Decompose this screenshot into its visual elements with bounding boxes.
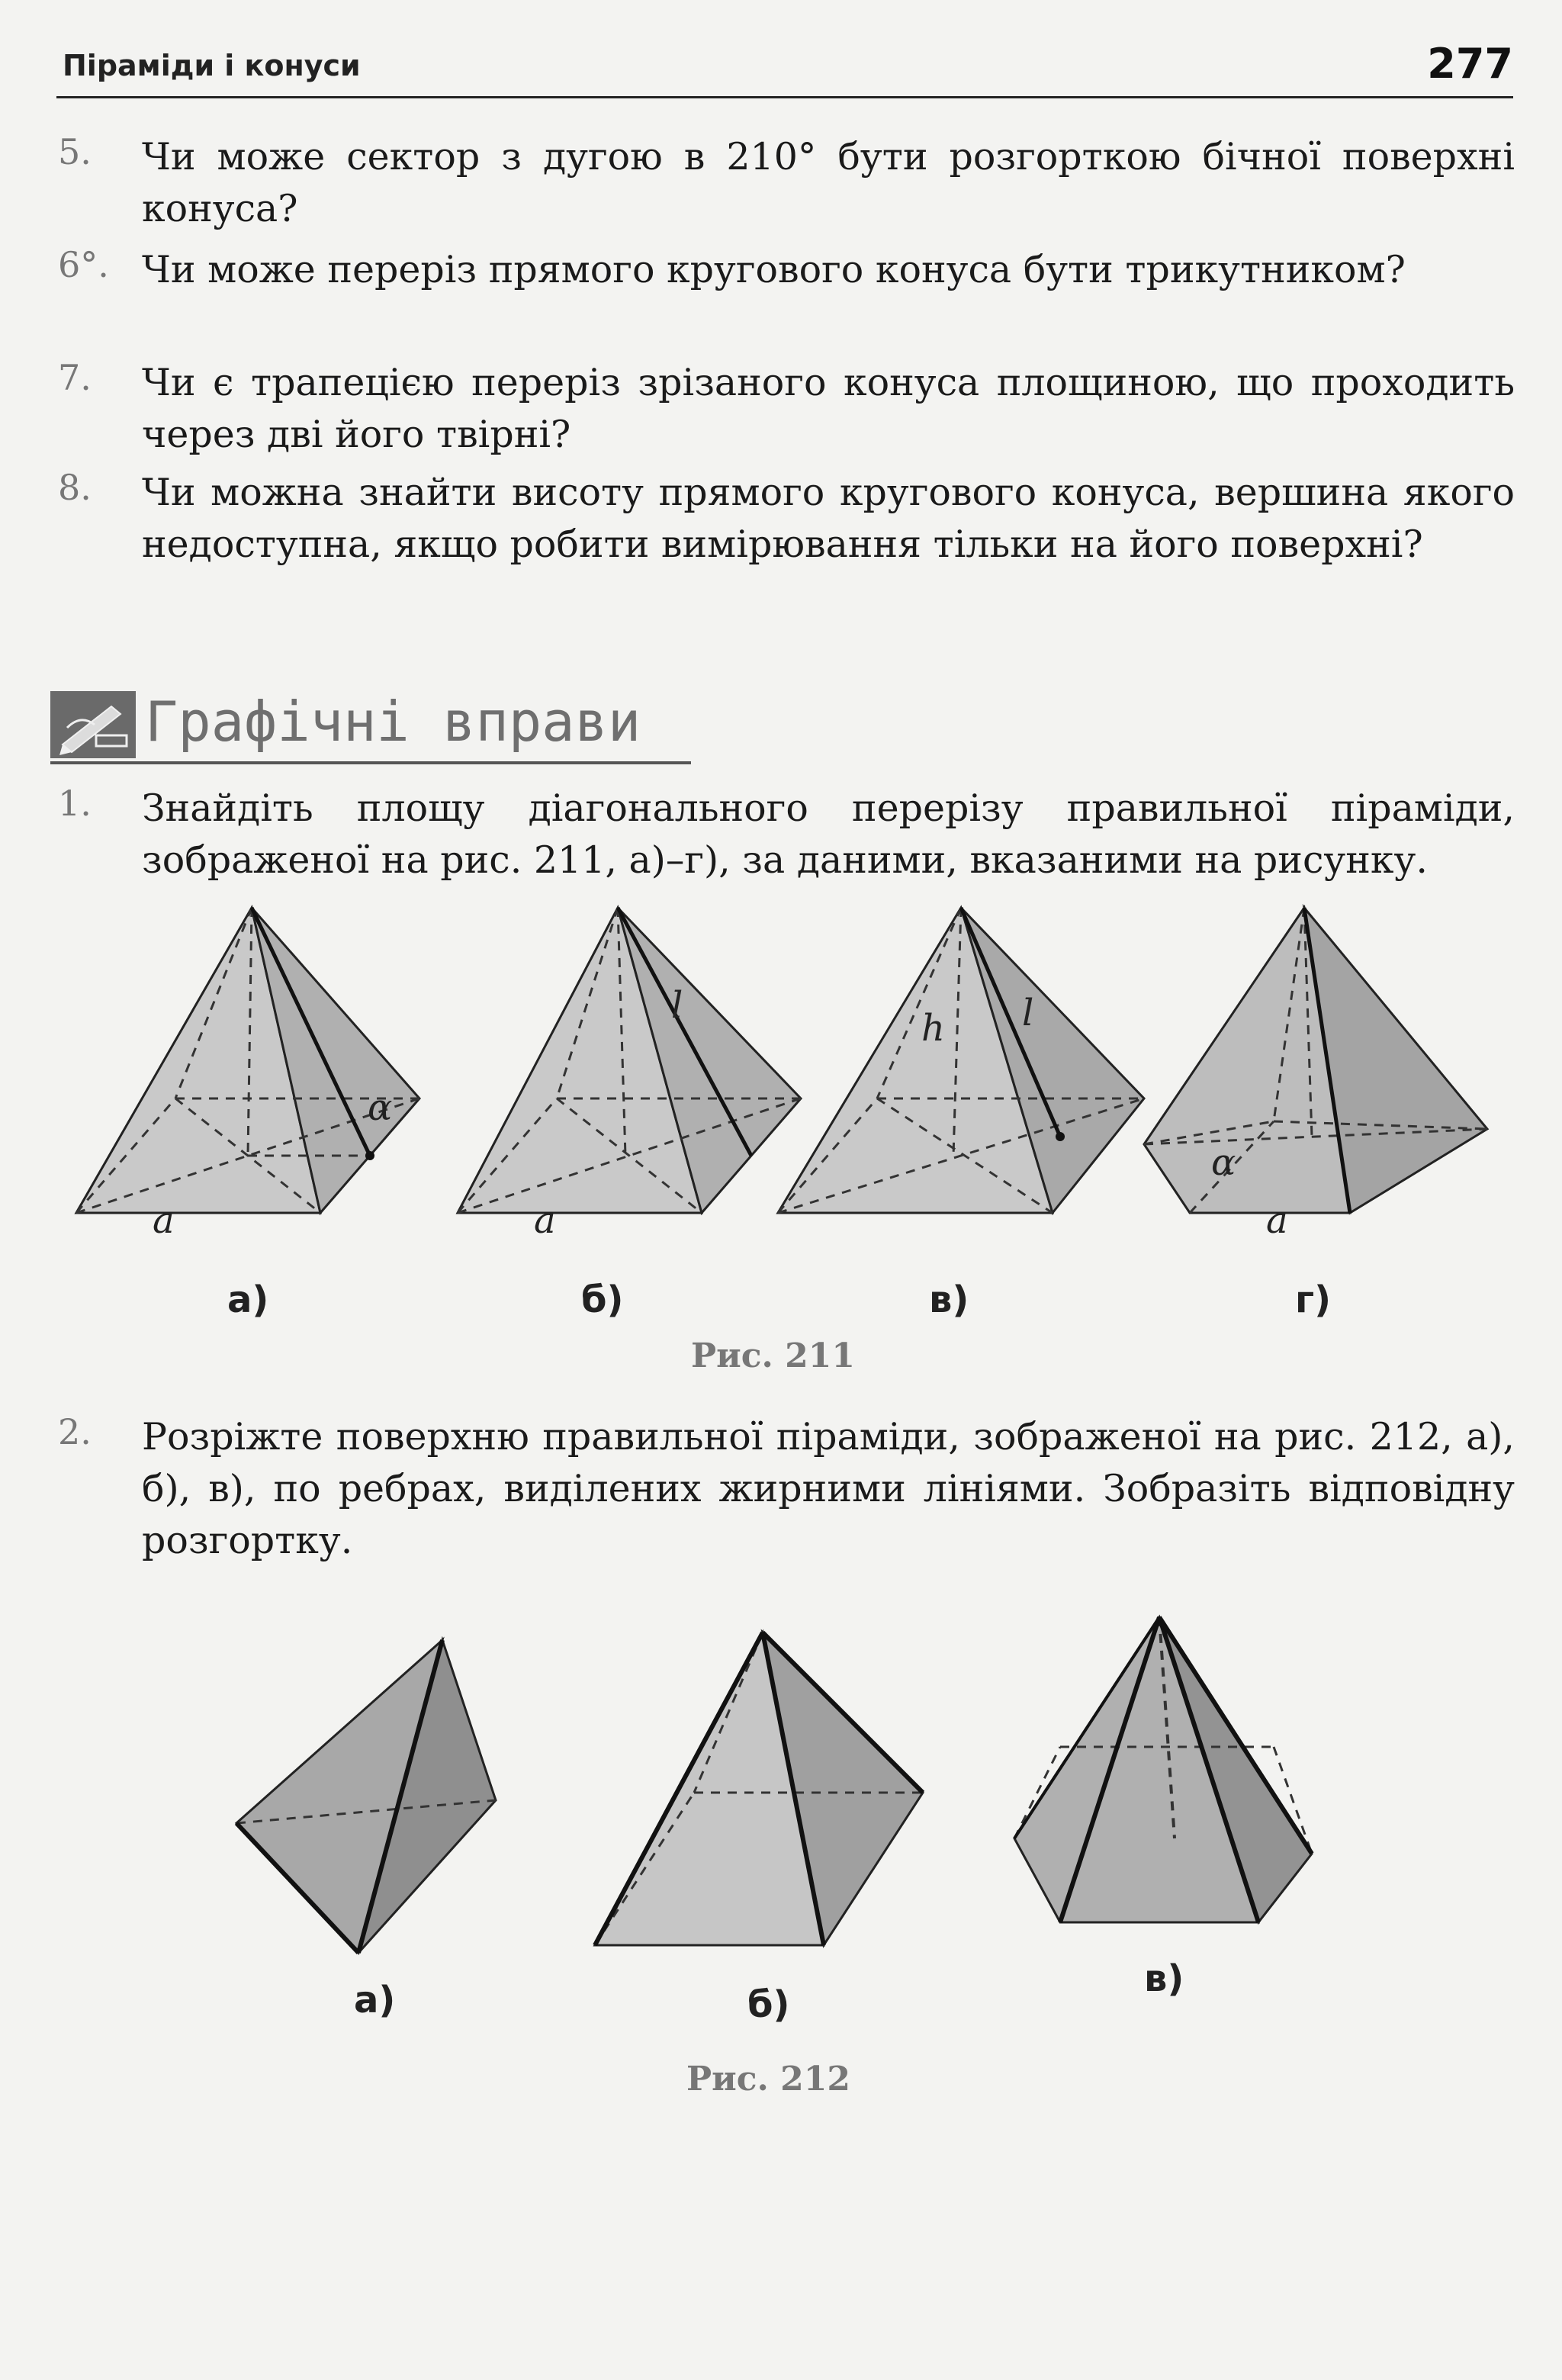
- pencil-ruler-icon: [50, 691, 136, 758]
- page-header: [56, 37, 1513, 98]
- side-label: a: [153, 1199, 175, 1242]
- figure-211-drawings: [69, 900, 1510, 1236]
- question-number: 7.: [58, 357, 92, 398]
- question-text: Чи може сектор з дугою в 210° бути розгорткою бічної поверхні конуса?: [142, 135, 1515, 230]
- figure-212: [221, 1610, 1335, 1968]
- exercise-text: Розріжте поверхню правильної піраміди, зображеної на рис. 212, а), б), в), по ребрах, виділених жирними лініями. Зобразіть відповідну розгортку.: [142, 1415, 1515, 1562]
- running-title: Піраміди і конуси: [63, 49, 361, 82]
- side-label: a: [534, 1199, 556, 1242]
- figure-211: [69, 900, 1510, 1242]
- slant-edge-mark: l: [671, 984, 683, 1027]
- exercise-1: [58, 783, 1515, 886]
- fig211-label-v: в): [929, 1278, 969, 1321]
- pyramid-211-g: [1144, 908, 1487, 1213]
- section-heading: [50, 680, 691, 764]
- question-text: Чи можна знайти висоту прямого кругового конуса, вершина якого недоступна, якщо робити вимірювання тільки на його поверхні?: [142, 471, 1515, 566]
- question-number: 5.: [58, 131, 92, 172]
- exercise-text: Знайдіть площу діагонального перерізу правильної піраміди, зображеної на рис. 211, а)–г), за даними, вказаними на рисунку.: [142, 786, 1515, 882]
- angle-mark: α: [1211, 1141, 1236, 1184]
- side-label: a: [1266, 1199, 1288, 1242]
- section-title: Графічні вправи: [145, 690, 641, 754]
- question-7: [58, 357, 1515, 461]
- pyramid-211-b: [458, 908, 801, 1213]
- angle-mark: α: [368, 1086, 393, 1129]
- figure-212-drawings: [221, 1610, 1335, 1968]
- pyramid-212-v: [1014, 1617, 1312, 1922]
- question-number: 6°.: [58, 244, 109, 285]
- pyramid-211-a: [76, 908, 419, 1213]
- exercise-number: 1.: [58, 783, 92, 824]
- fig211-label-a: а): [227, 1278, 269, 1321]
- slant-edge-mark: l: [1022, 992, 1034, 1034]
- fig212-caption: Рис. 212: [686, 2060, 850, 2099]
- question-text: Чи може переріз прямого кругового конуса бути трикутником?: [142, 248, 1406, 291]
- question-5: [58, 131, 1515, 235]
- fig212-label-a: а): [354, 1979, 396, 2021]
- fig211-label-b: б): [581, 1278, 624, 1321]
- question-number: 8.: [58, 467, 92, 508]
- height-mark: h: [921, 1007, 945, 1050]
- question-8: [58, 467, 1515, 571]
- pyramid-212-b: [595, 1632, 923, 1945]
- page-number: 277: [1427, 40, 1513, 88]
- fig211-label-g: г): [1295, 1278, 1332, 1321]
- pyramid-212-a: [236, 1640, 496, 1953]
- question-6: [58, 244, 1515, 296]
- exercise-number: 2.: [58, 1411, 92, 1452]
- fig212-label-v: в): [1144, 1957, 1184, 2000]
- fig212-label-b: б): [747, 1983, 790, 2026]
- question-text: Чи є трапецією переріз зрізаного конуса площиною, що проходить через дві його твірні?: [142, 361, 1515, 456]
- fig211-caption: Рис. 211: [691, 1336, 855, 1375]
- pyramid-211-v: [778, 908, 1144, 1213]
- exercise-2: [58, 1411, 1515, 1567]
